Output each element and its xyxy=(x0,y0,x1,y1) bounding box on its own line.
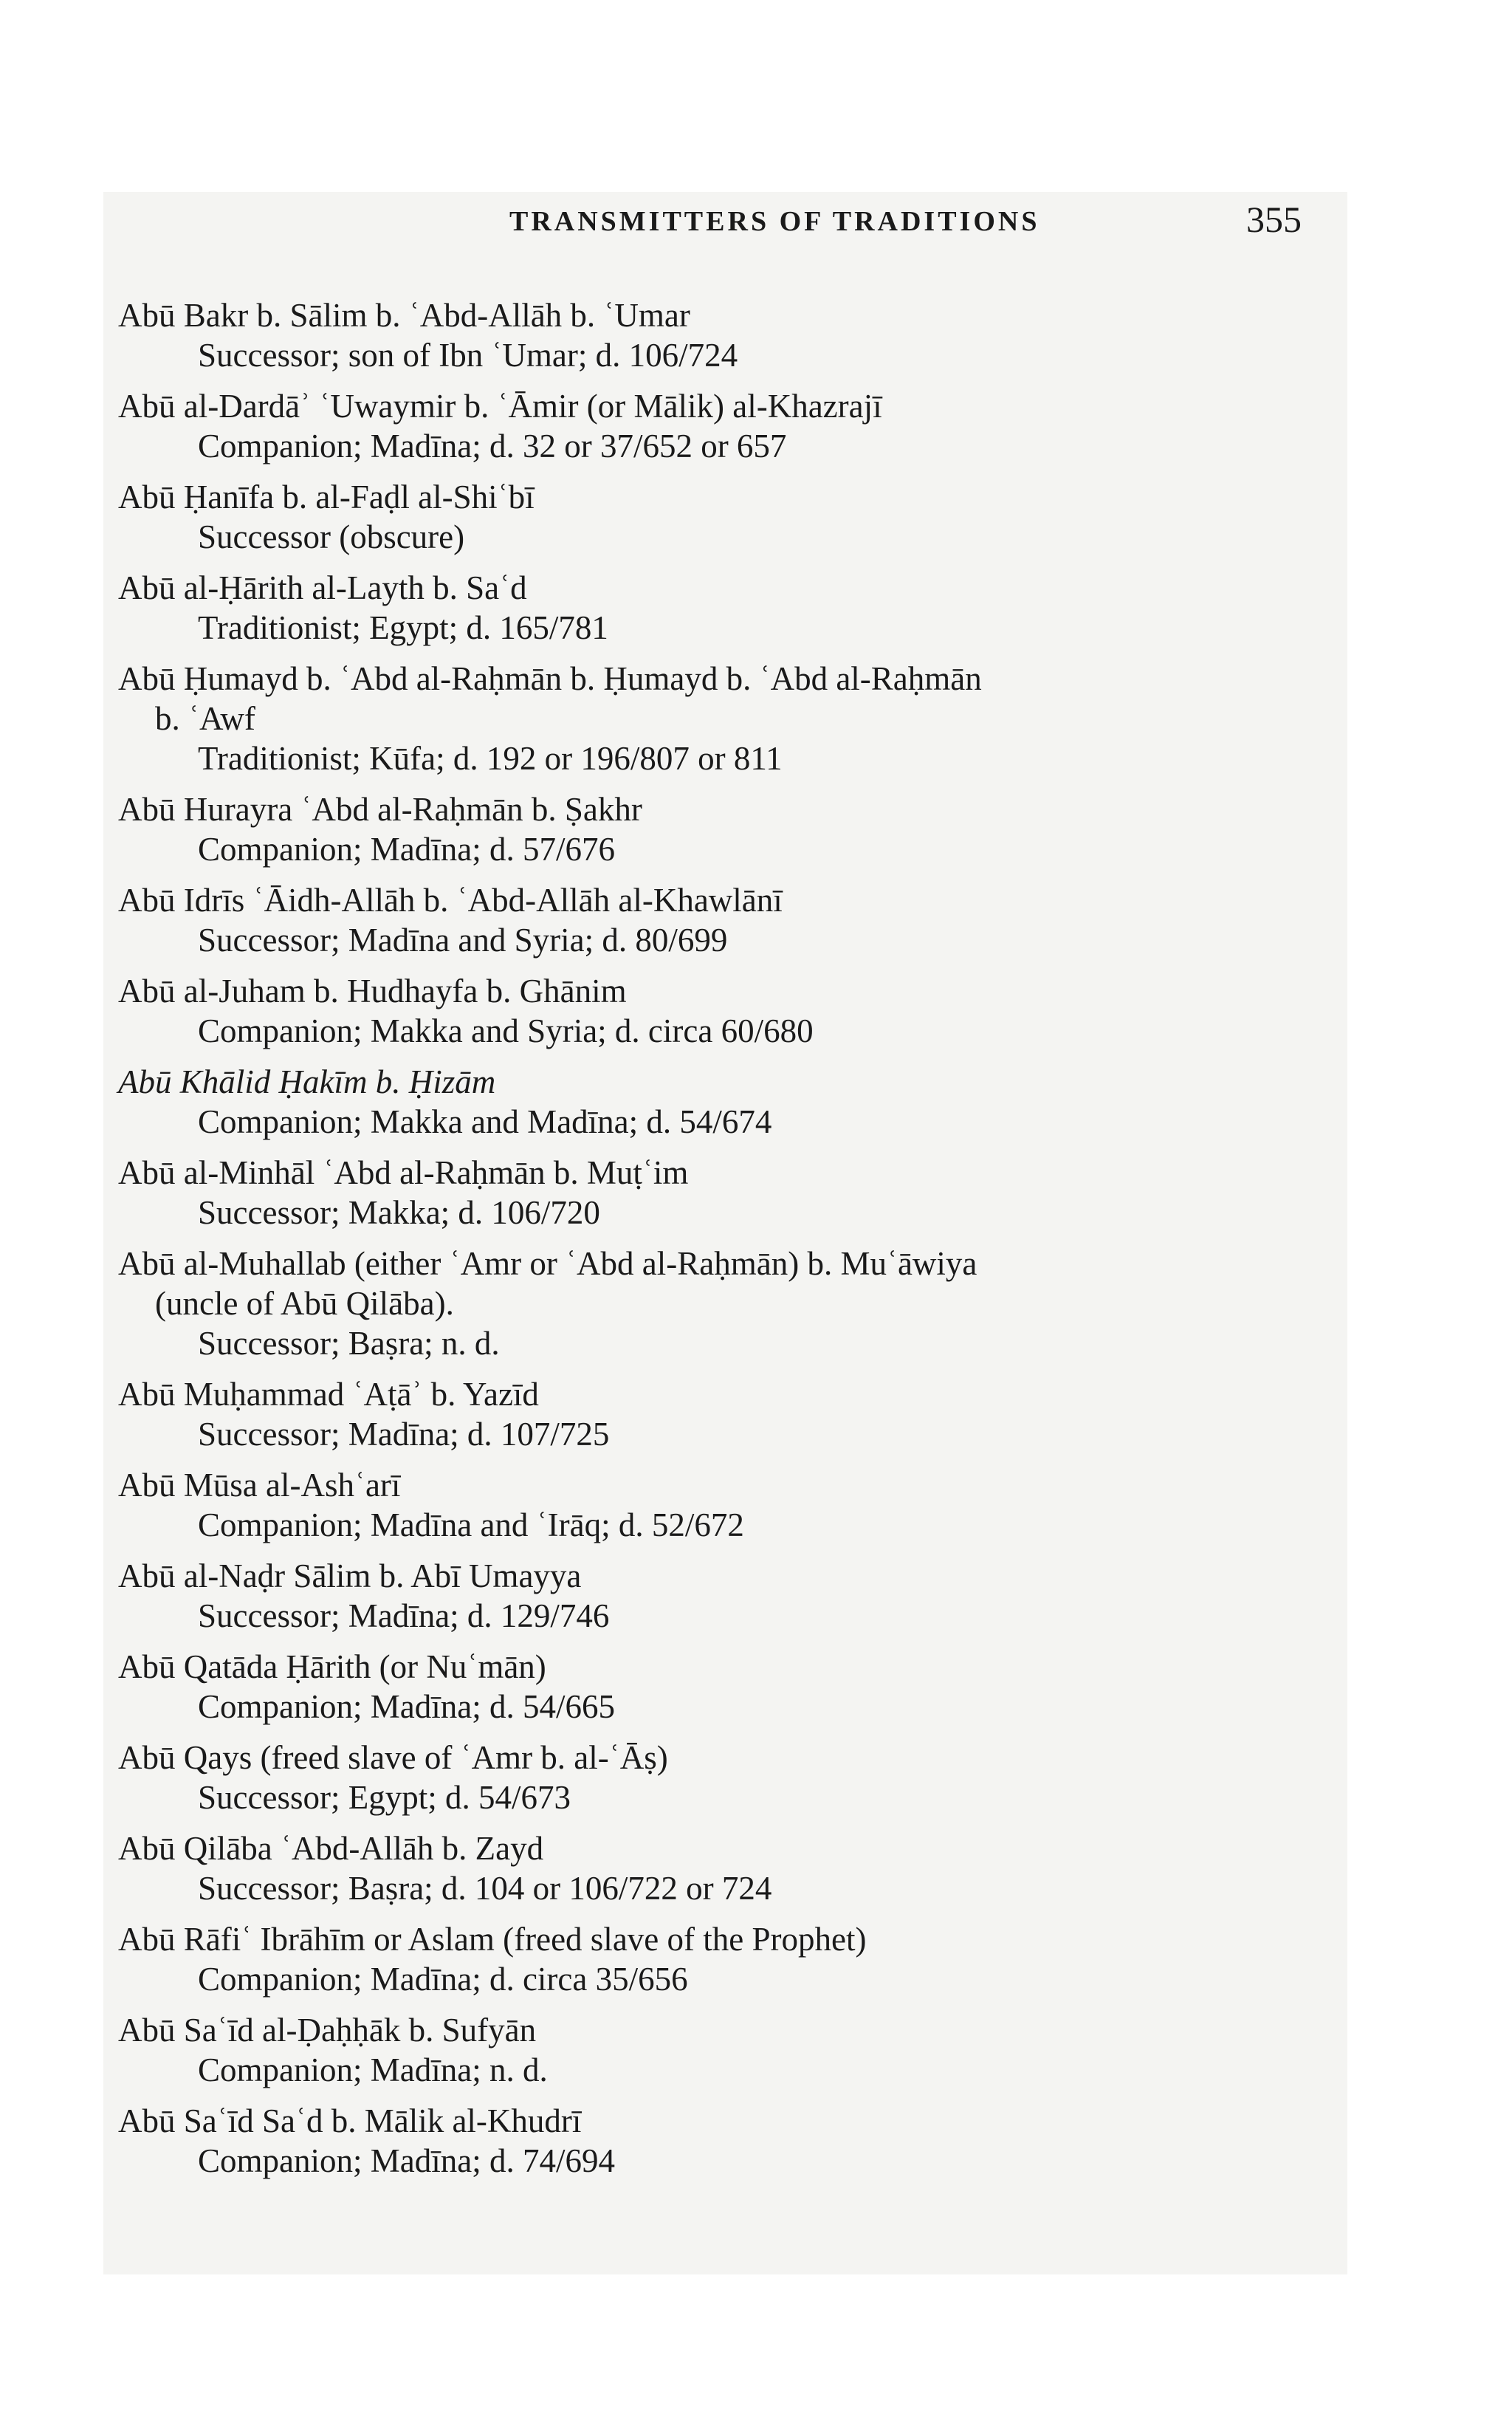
list-item xyxy=(118,1556,1329,1636)
entry-detail: Successor; Baṣra; d. 104 or 106/722 or 724 xyxy=(198,1870,772,1907)
list-item xyxy=(118,2010,1329,2090)
entry-name: Abū Ḥumayd b. ʿAbd al-Raḥmān b. Ḥumayd b. ʿAbd al-Raḥmān xyxy=(118,660,982,697)
entry-name: Abū Mūsa al-Ashʿarī xyxy=(118,1467,401,1504)
entry-name: Abū al-Minhāl ʿAbd al-Raḥmān b. Muṭʿim xyxy=(118,1154,689,1191)
entry-name: Abū al-Juham b. Hudhayfa b. Ghānim xyxy=(118,973,627,1009)
list-item xyxy=(118,1062,1329,1142)
entry-name: Abū al-Naḍr Sālim b. Abī Umayya xyxy=(118,1557,582,1594)
list-item xyxy=(118,1244,1329,1363)
entry-name-continuation: (uncle of Abū Qilāba). xyxy=(155,1285,454,1322)
list-item xyxy=(118,1374,1329,1454)
page-number: 355 xyxy=(1246,199,1302,240)
entry-detail: Successor (obscure) xyxy=(198,518,465,555)
list-item xyxy=(118,386,1329,466)
entry-detail: Traditionist; Kūfa; d. 192 or 196/807 or 811 xyxy=(198,740,783,777)
list-item xyxy=(118,1153,1329,1233)
entry-name: Abū Qays (freed slave of ʿAmr b. al-ʿĀṣ) xyxy=(118,1739,668,1776)
list-item xyxy=(118,659,1329,778)
entry-name: Abū Muḥammad ʿAṭāʾ b. Yazīd xyxy=(118,1376,539,1413)
entry-name: Abū Saʿīd Saʿd b. Mālik al-Khudrī xyxy=(118,2102,582,2139)
entry-name: Abū Hurayra ʿAbd al-Raḥmān b. Ṣakhr xyxy=(118,791,642,828)
entry-detail: Successor; Madīna; d. 129/746 xyxy=(198,1597,610,1634)
entry-list xyxy=(118,295,1329,2192)
list-item xyxy=(118,1465,1329,1545)
entry-detail: Companion; Madīna; d. 32 or 37/652 or 657 xyxy=(198,428,787,464)
entry-detail: Companion; Madīna; d. circa 35/656 xyxy=(198,1961,688,1998)
entry-name: Abū Rāfiʿ Ibrāhīm or Aslam (freed slave of the Prophet) xyxy=(118,1921,867,1958)
entry-detail: Companion; Madīna and ʿIrāq; d. 52/672 xyxy=(198,1506,744,1543)
entry-detail: Companion; Makka and Syria; d. circa 60/680 xyxy=(198,1012,814,1049)
list-item xyxy=(118,880,1329,960)
list-item xyxy=(118,568,1329,648)
entry-name: Abū Saʿīd al-Ḍaḥḥāk b. Sufyān xyxy=(118,2012,537,2049)
entry-detail: Successor; Madīna and Syria; d. 80/699 xyxy=(198,922,728,959)
list-item xyxy=(118,789,1329,869)
list-item xyxy=(118,971,1329,1051)
list-item xyxy=(118,1828,1329,1908)
entry-detail: Successor; Madīna; d. 107/725 xyxy=(198,1416,610,1453)
list-item xyxy=(118,477,1329,557)
entry-detail: Companion; Madīna; d. 54/665 xyxy=(198,1688,615,1725)
entry-detail: Companion; Madīna; n. d. xyxy=(198,2051,548,2088)
entry-name: Abū Idrīs ʿĀidh-Allāh b. ʿAbd-Allāh al-Khawlānī xyxy=(118,882,783,919)
list-item xyxy=(118,1647,1329,1727)
list-item xyxy=(118,295,1329,375)
entry-name: Abū Khālid Ḥakīm b. Ḥizām xyxy=(118,1063,496,1100)
entry-name: Abū Qilāba ʿAbd-Allāh b. Zayd xyxy=(118,1830,544,1867)
entry-name-continuation: b. ʿAwf xyxy=(155,700,255,737)
list-item xyxy=(118,1738,1329,1817)
list-item xyxy=(118,2101,1329,2181)
list-item xyxy=(118,1919,1329,1999)
running-head: TRANSMITTERS OF TRADITIONS xyxy=(509,206,1040,237)
entry-detail: Successor; son of Ibn ʿUmar; d. 106/724 xyxy=(198,337,738,374)
entry-detail: Successor; Baṣra; n. d. xyxy=(198,1325,500,1362)
entry-name: Abū Bakr b. Sālim b. ʿAbd-Allāh b. ʿUmar xyxy=(118,297,690,334)
entry-name: Abū Ḥanīfa b. al-Faḍl al-Shiʿbī xyxy=(118,479,535,515)
entry-name: Abū al-Muhallab (either ʿAmr or ʿAbd al-Raḥmān) b. Muʿāwiya xyxy=(118,1245,977,1282)
entry-name: Abū al-Dardāʾ ʿUwaymir b. ʿĀmir (or Mālik) al-Khazrajī xyxy=(118,388,882,425)
entry-name: Abū al-Ḥārith al-Layth b. Saʿd xyxy=(118,569,527,606)
entry-detail: Companion; Makka and Madīna; d. 54/674 xyxy=(198,1103,772,1140)
entry-detail: Successor; Egypt; d. 54/673 xyxy=(198,1779,571,1816)
entry-detail: Companion; Madīna; d. 74/694 xyxy=(198,2142,615,2179)
entry-detail: Companion; Madīna; d. 57/676 xyxy=(198,831,615,868)
entry-name: Abū Qatāda Ḥārith (or Nuʿmān) xyxy=(118,1648,546,1685)
entry-detail: Traditionist; Egypt; d. 165/781 xyxy=(198,609,608,646)
entry-detail: Successor; Makka; d. 106/720 xyxy=(198,1194,600,1231)
